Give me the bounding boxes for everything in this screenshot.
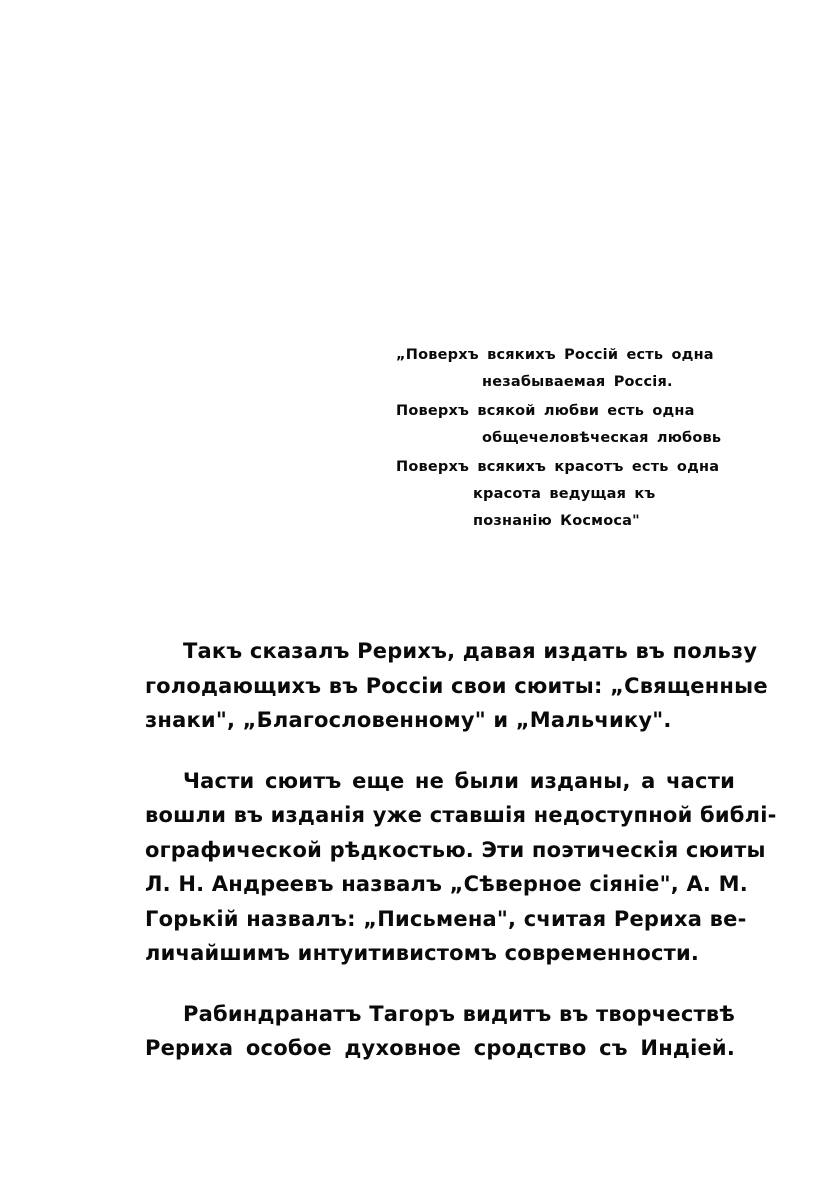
epigraph-line: „Поверхъ всякихъ Россій есть одна [396, 347, 714, 363]
text-line: личайшимъ интуитивистомъ современности. [145, 941, 700, 965]
epigraph-line: познанію Космоса" [473, 513, 640, 529]
text-line: вошли въ изданія уже ставшія недоступной библі- [145, 803, 777, 827]
text-line: Рабиндранатъ Тагоръ видитъ въ творчествѣ [183, 1001, 735, 1026]
text-line: голодающихъ въ Россіи свои сюиты: „Священные [145, 673, 768, 698]
epigraph [396, 342, 741, 537]
epigraph-stanza [396, 454, 741, 535]
epigraph-line: общечеловѣческая любовь [482, 430, 722, 446]
epigraph-stanza [396, 398, 741, 452]
text-line: Л. Н. Андреевъ назвалъ „Сѣверное сіяніе", А. М. [145, 872, 748, 896]
text-line: ографической рѣдкостью. Эти поэтическія сюиты [145, 837, 766, 862]
epigraph-line: незабываемая Россія. [482, 374, 673, 390]
epigraph-line: Поверхъ всякихъ красотъ есть одна [396, 459, 720, 475]
text-line: знаки", „Благословенному" и „Мальчику". [145, 708, 672, 732]
text-line: Горькій назвалъ: „Письмена", считая Рериха ве- [145, 906, 747, 931]
epigraph-line: красота ведущая къ [473, 486, 656, 502]
body-text [145, 634, 777, 1092]
epigraph-line: Поверхъ всякой любви есть одна [396, 403, 695, 419]
paragraph [145, 997, 735, 1066]
text-line: Такъ сказалъ Рерихъ, давая издать въ пользу [183, 639, 758, 663]
text-line: Рериха особое духовное сродство съ Индіей. [145, 1036, 735, 1060]
text-line: Части сюитъ еще не были изданы, а части [183, 768, 735, 793]
paragraph [145, 634, 768, 738]
paragraph [145, 764, 777, 971]
epigraph-stanza [396, 342, 741, 396]
